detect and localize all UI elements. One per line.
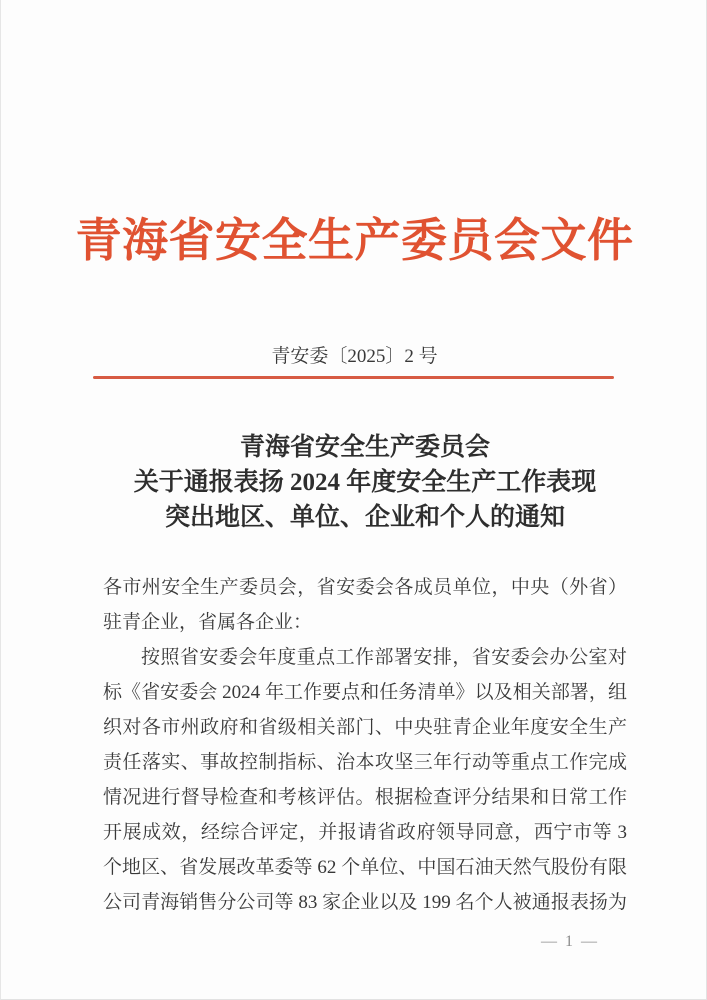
document-body [103, 570, 627, 920]
body-line-2: 标《省安委会 2024 年工作要点和任务清单》以及相关部署，组 [103, 682, 627, 703]
salutation-line-2: 驻青企业，省属各企业： [103, 612, 313, 633]
body-line-4: 责任落实、事故控制指标、治本攻坚三年行动等重点工作完成 [103, 752, 627, 773]
document-title-line-2: 关于通报表扬 2024 年度安全生产工作表现 [133, 469, 597, 496]
document-title-line-3: 突出地区、单位、企业和个人的通知 [164, 504, 565, 531]
red-separator-rule [93, 376, 614, 379]
body-line-7: 个地区、省发展改革委等 62 个单位、中国石油天然气股份有限 [103, 857, 627, 878]
body-line-1: 按照省安委会年度重点工作部署安排，省安委会办公室对 [141, 647, 627, 668]
salutation-line-1: 各市州安全生产委员会，省安委会各成员单位，中央（外省） [103, 577, 627, 598]
body-line-6: 开展成效，经综合评定，并报请省政府领导同意，西宁市等 3 [103, 822, 627, 843]
document-title [103, 430, 627, 535]
body-line-8: 公司青海销售分公司等 83 家企业以及 199 名个人被通报表扬为 [103, 892, 627, 913]
red-header-title: 青海省安全生产委员会文件 [75, 215, 634, 266]
body-line-5: 情况进行督导检查和考核评估。根据检查评分结果和日常工作 [103, 787, 627, 808]
page-number: — 1 — [541, 933, 599, 950]
body-line-3: 织对各市州政府和省级相关部门、中央驻青企业年度安全生产 [103, 717, 627, 738]
document-number: 青安委〔2025〕2 号 [271, 346, 438, 367]
document-title-line-1: 青海省安全生产委员会 [239, 434, 490, 461]
